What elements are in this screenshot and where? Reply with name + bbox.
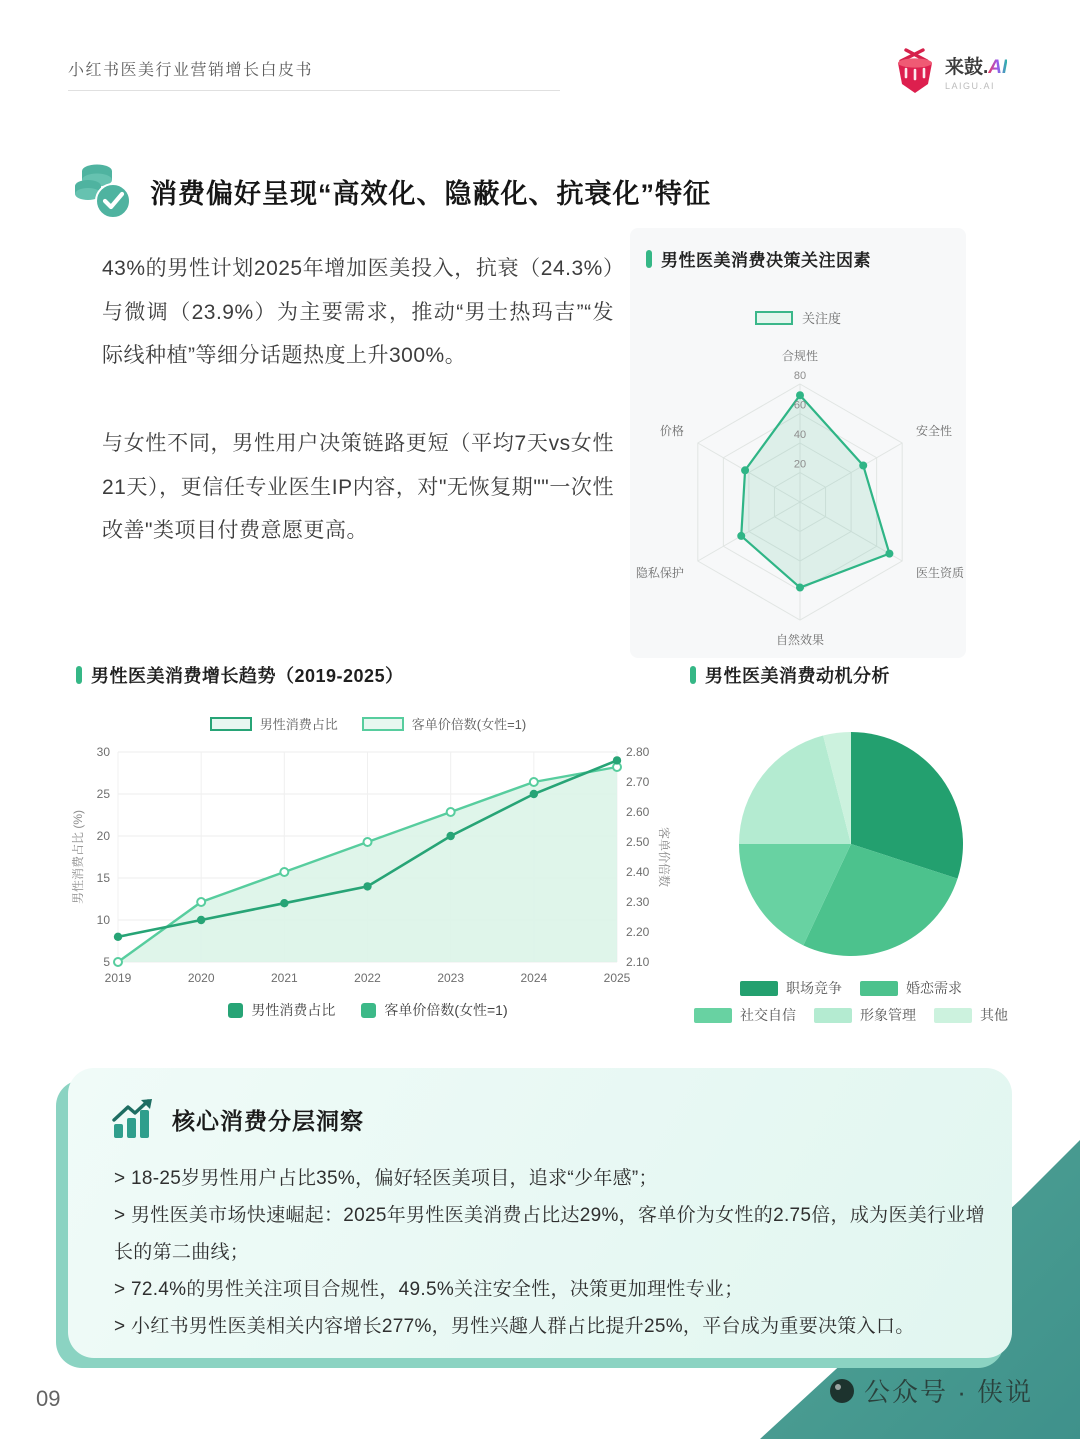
- svg-text:男性消费占比 (%): 男性消费占比 (%): [71, 810, 85, 904]
- pie-legend-row: [690, 978, 1012, 998]
- legend-item: [361, 1000, 507, 1020]
- paragraph-2: 与女性不同，男性用户决策链路更短（平均7天vs女性21天），更信任专业医生IP内容，对"无恢复期""一次性改善"类项目付费意愿更高。: [102, 432, 614, 543]
- coins-check-icon: [72, 160, 134, 222]
- insight-bullet-list: [114, 1160, 994, 1345]
- svg-text:2022: 2022: [354, 971, 381, 985]
- insight-bullet: > 男性医美市场快速崛起：2025年男性医美消费占比达29%，客单价为女性的2.75倍，成为医美行业增长的第二曲线；: [114, 1205, 985, 1264]
- svg-text:2.70: 2.70: [626, 775, 650, 789]
- svg-text:合规性: 合规性: [781, 349, 819, 363]
- insight-bullet: > 18-25岁男性用户占比35%，偏好轻医美项目，追求“少年感”；: [114, 1168, 658, 1189]
- legend-label: 形象管理: [860, 1007, 916, 1023]
- trend-legend-top: [68, 714, 668, 733]
- logo-text: [945, 52, 1007, 91]
- radar-title-text: 男性医美消费决策关注因素: [661, 251, 871, 270]
- legend-item: [814, 1005, 916, 1025]
- legend-item: [740, 978, 842, 998]
- svg-text:60: 60: [793, 399, 807, 412]
- svg-text:2.50: 2.50: [626, 835, 650, 849]
- radar-legend-label: 关注度: [801, 311, 841, 326]
- legend-label: 男性消费占比: [259, 717, 338, 732]
- logo-subtext: LAIGU.AI: [945, 80, 996, 91]
- svg-text:2020: 2020: [187, 971, 215, 985]
- svg-text:15: 15: [96, 871, 110, 885]
- legend-label: 婚恋需求: [906, 980, 962, 996]
- legend-label: 客单价倍数(女性=1): [411, 717, 527, 732]
- title-accent-bar: [76, 666, 82, 684]
- trend-line-chart: [68, 742, 671, 997]
- legend-label: 职场竞争: [786, 980, 842, 996]
- pie-panel-title: [690, 662, 1012, 688]
- svg-text:客单价倍数: 客单价倍数: [657, 826, 671, 888]
- insight-bullet: > 小红书男性医美相关内容增长277%，男性兴趣人群占比提升25%，平台成为重要决策入口。: [114, 1316, 915, 1338]
- drum-icon: [893, 46, 937, 96]
- legend-swatch: [694, 1008, 732, 1023]
- legend-swatch: [934, 1008, 972, 1023]
- svg-text:2.80: 2.80: [626, 745, 650, 759]
- svg-text:安全性: 安全性: [916, 424, 953, 438]
- svg-text:5: 5: [103, 955, 110, 969]
- legend-label: 客单价倍数(女性=1): [384, 1002, 508, 1018]
- svg-text:80: 80: [793, 370, 807, 382]
- svg-text:2023: 2023: [437, 971, 465, 985]
- svg-text:40: 40: [793, 429, 807, 441]
- legend-swatch: [228, 1003, 243, 1018]
- logo-name: 来鼓.: [945, 56, 989, 78]
- svg-text:2.10: 2.10: [626, 955, 650, 969]
- header-divider: [68, 90, 560, 91]
- svg-text:2021: 2021: [270, 971, 298, 985]
- title-accent-bar: [690, 666, 696, 684]
- laigu-logo: [893, 46, 1007, 96]
- pie-chart-panel: [690, 662, 1012, 1047]
- legend-swatch: [740, 981, 778, 996]
- svg-text:自然效果: 自然效果: [775, 633, 825, 647]
- pie-chart: [690, 712, 1012, 974]
- legend-item: [694, 1005, 796, 1025]
- legend-item: [860, 978, 962, 998]
- insight-bullet: > 72.4%的男性关注项目合规性，49.5%关注安全性，决策更加理性专业；: [114, 1279, 744, 1301]
- insight-header: [110, 1098, 364, 1140]
- trend-title-text: 男性医美消费增长趋势（2019-2025）: [91, 666, 404, 686]
- body-text-column: [102, 247, 614, 553]
- pie-title-text: 男性医美消费动机分析: [705, 666, 890, 686]
- svg-text:隐私保护: 隐私保护: [635, 566, 684, 580]
- svg-text:2.30: 2.30: [626, 895, 650, 909]
- svg-text:2.40: 2.40: [626, 865, 650, 879]
- svg-text:10: 10: [96, 913, 110, 927]
- section-heading-row: [72, 160, 711, 222]
- svg-text:2.60: 2.60: [626, 805, 650, 819]
- svg-text:25: 25: [96, 787, 110, 801]
- pie-legend-row: [690, 1005, 1012, 1025]
- page-number: 09: [36, 1386, 61, 1411]
- svg-text:30: 30: [96, 745, 110, 759]
- legend-item: [934, 1005, 1008, 1025]
- legend-item: [362, 714, 526, 733]
- insight-box: [68, 1068, 1012, 1358]
- legend-swatch: [814, 1008, 852, 1023]
- legend-label: 其他: [980, 1007, 1008, 1023]
- section-title: 消费偏好呈现“高效化、隐蔽化、抗衰化”特征: [150, 178, 711, 209]
- legend-item: [228, 1000, 335, 1020]
- trend-chart-panel: [68, 662, 671, 1047]
- watermark: [830, 1372, 1070, 1409]
- svg-text:2.20: 2.20: [626, 925, 650, 939]
- growth-chart-icon: [110, 1098, 156, 1140]
- document-title: 小红书医美行业营销增长白皮书: [68, 62, 314, 79]
- svg-text:2024: 2024: [520, 971, 548, 985]
- watermark-seal-icon: [830, 1379, 854, 1403]
- svg-text:价格: 价格: [659, 424, 684, 438]
- title-accent-bar: [646, 250, 652, 268]
- legend-label: 男性消费占比: [251, 1002, 336, 1018]
- insight-title: 核心消费分层洞察: [172, 1107, 364, 1134]
- legend-swatch: [210, 717, 252, 731]
- legend-label: 社交自信: [740, 1007, 796, 1023]
- watermark-text: 公众号 · 侠说: [864, 1377, 1034, 1407]
- legend-item: [210, 714, 338, 733]
- radar-panel-title: [646, 246, 966, 271]
- svg-text:2025: 2025: [603, 971, 631, 985]
- legend-swatch: [361, 1003, 376, 1018]
- paragraph-1: 43%的男性计划2025年增加医美投入，抗衰（24.3%）与微调（23.9%）为主要需求，推动“男士热玛吉”“发际线种植”等细分话题热度上升300%。: [102, 257, 614, 368]
- trend-panel-title: [76, 662, 668, 688]
- radar-chart: [630, 300, 966, 660]
- legend-swatch: [860, 981, 898, 996]
- svg-text:医生资质: 医生资质: [916, 566, 965, 580]
- trend-legend-bottom: [68, 1000, 668, 1020]
- svg-text:2019: 2019: [104, 971, 132, 985]
- legend-swatch: [362, 717, 404, 731]
- logo-ai-suffix: AI: [988, 56, 1008, 78]
- svg-text:20: 20: [96, 829, 110, 843]
- svg-text:20: 20: [793, 458, 807, 471]
- radar-chart-panel: [630, 228, 966, 658]
